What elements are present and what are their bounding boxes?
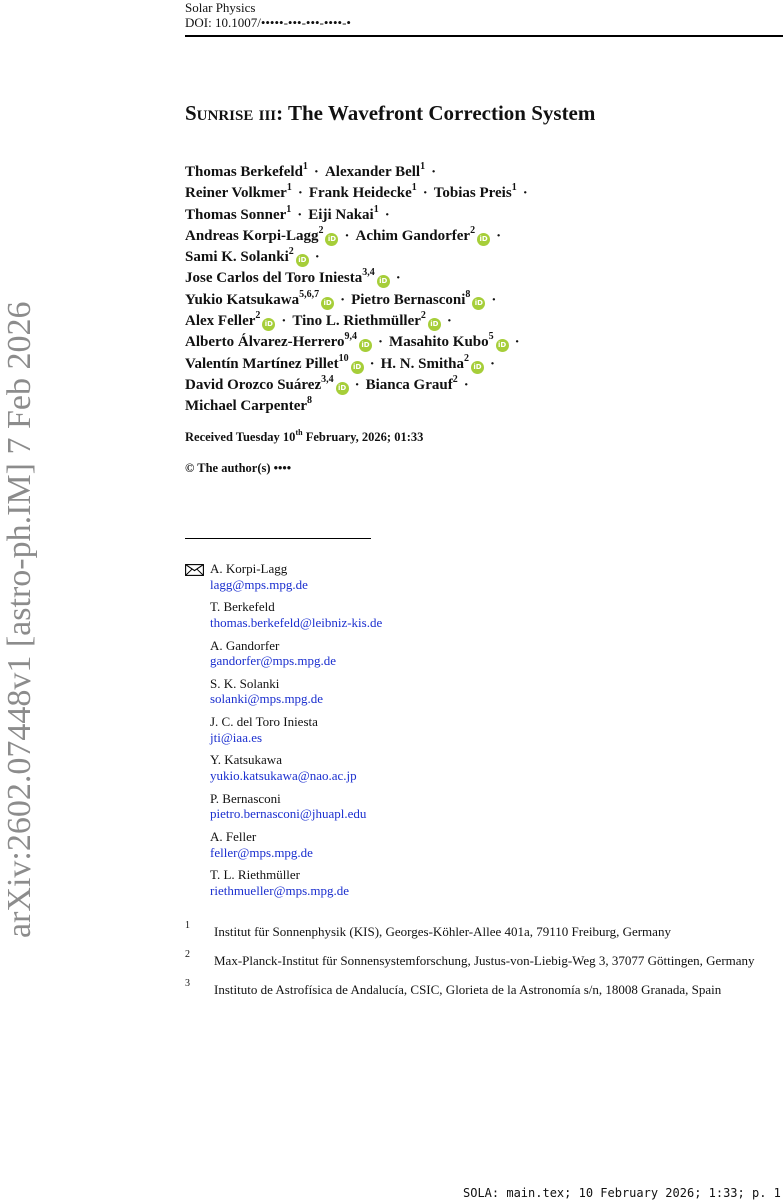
author-name[interactable]: Andreas Korpi-Lagg: [185, 227, 319, 244]
author-separator: ·: [354, 376, 360, 393]
affiliation-text: Max-Planck-Institut für Sonnensystemforschung, Justus-von-Liebig-Weg 3, 37077 Göttingen, Germany: [214, 953, 755, 968]
author-name[interactable]: Jose Carlos del Toro Iniesta: [185, 270, 363, 287]
author-separator: ·: [314, 249, 320, 266]
author-name[interactable]: Achim Gandorfer: [355, 227, 471, 244]
contact-email-link[interactable]: lagg@mps.mpg.de: [210, 576, 308, 592]
author-separator: ·: [297, 206, 303, 223]
author-list: [185, 162, 534, 418]
orcid-icon[interactable]: iD: [296, 254, 309, 267]
author-name[interactable]: Pietro Bernasconi: [351, 291, 466, 308]
author-line: [185, 247, 534, 268]
author-line: [185, 205, 534, 226]
contact-email-link[interactable]: solanki@mps.mpg.de: [210, 691, 324, 707]
author-name[interactable]: Thomas Sonner: [185, 206, 287, 223]
author-separator: ·: [446, 313, 452, 330]
affiliation-number: 2: [185, 949, 190, 960]
author-affiliation-number: 3,4: [321, 373, 334, 385]
affiliation-number: 1: [185, 920, 190, 931]
author-affiliation-number: 1: [420, 161, 426, 172]
orcid-icon[interactable]: iD: [359, 339, 372, 352]
title-rest: : The Wavefront Correction System: [276, 101, 596, 125]
author-name[interactable]: Alex Feller: [185, 313, 256, 330]
received-sup: th: [295, 427, 303, 437]
author-name[interactable]: Valentín Martínez Pillet: [185, 355, 339, 372]
author-line: [185, 290, 534, 311]
author-name[interactable]: Bianca Grauf: [365, 376, 453, 393]
author-line: [185, 226, 534, 247]
orcid-icon[interactable]: iD: [336, 382, 349, 395]
arxiv-stamp: arXiv:2602.07448v1 [astro-ph.IM] 7 Feb 2026: [1, 301, 38, 938]
envelope-icon: [185, 563, 204, 581]
contact-email-link[interactable]: yukio.katsukawa@nao.ac.jp: [210, 767, 357, 783]
title-mission: Sunrise iii: [185, 101, 277, 125]
author-affiliation-number: 1: [302, 161, 308, 172]
contact-entry: [210, 638, 382, 676]
author-name[interactable]: Reiner Volkmer: [185, 185, 287, 202]
author-name[interactable]: Tino L. Riethmüller: [292, 313, 421, 330]
author-name[interactable]: Frank Heidecke: [308, 185, 412, 202]
author-line: [185, 396, 534, 417]
orcid-icon[interactable]: iD: [477, 233, 490, 246]
copyright: © The author(s) ••••: [185, 461, 292, 475]
contact-name: T. L. Riethmüller: [210, 867, 301, 883]
page-footer: SOLA: main.tex; 10 February 2026; 1:33; p. 1: [463, 1186, 781, 1200]
doi: DOI: 10.1007/•••••-•••-•••-••••-•: [185, 15, 351, 30]
orcid-icon[interactable]: iD: [496, 339, 509, 352]
contact-entry: [210, 676, 382, 714]
author-affiliation-number: 9,4: [344, 331, 358, 343]
author-affiliation-number: 1: [511, 182, 517, 194]
received-prefix: Received Tuesday 10: [185, 430, 296, 444]
author-line: [185, 332, 534, 353]
author-separator: ·: [463, 376, 469, 393]
author-affiliation-number: 2: [420, 310, 426, 322]
received-suffix: February, 2026; 01:33: [302, 430, 424, 444]
contact-name: S. K. Solanki: [210, 675, 280, 691]
author-name[interactable]: Michael Carpenter: [185, 398, 308, 415]
orcid-icon[interactable]: iD: [351, 361, 364, 374]
author-name[interactable]: Eiji Nakai: [308, 206, 374, 223]
author-affiliation-number: 2: [470, 224, 476, 236]
contact-list: [210, 561, 382, 906]
affiliation-text: Institut für Sonnenphysik (KIS), Georges-Köhler-Allee 401a, 79110 Freiburg, Germany: [214, 924, 671, 939]
author-separator: ·: [496, 227, 502, 244]
orcid-icon[interactable]: iD: [377, 275, 390, 288]
orcid-icon[interactable]: iD: [472, 297, 485, 310]
author-name[interactable]: Alberto Álvarez-Herrero: [185, 334, 345, 351]
contact-name: P. Bernasconi: [210, 790, 281, 806]
contact-name: A. Gandorfer: [210, 637, 280, 653]
author-separator: ·: [522, 185, 528, 202]
author-separator: ·: [422, 185, 428, 202]
author-separator: ·: [340, 291, 346, 308]
author-affiliation-number: 2: [288, 246, 294, 258]
paper-title: [185, 101, 595, 126]
footnote-rule: [185, 538, 371, 539]
author-name[interactable]: Alexander Bell: [324, 164, 421, 180]
author-affiliation-number: 5,6,7: [299, 288, 320, 300]
author-name[interactable]: H. N. Smitha: [380, 355, 464, 372]
author-affiliation-number: 1: [286, 203, 292, 215]
author-line: [185, 162, 534, 183]
author-affiliation-number: 2: [452, 373, 458, 385]
orcid-icon[interactable]: iD: [428, 318, 441, 331]
author-affiliation-number: 3,4: [362, 267, 375, 279]
author-separator: ·: [378, 334, 384, 351]
contact-entry: [210, 867, 382, 905]
contact-entry: [210, 791, 382, 829]
author-separator: ·: [491, 291, 497, 308]
author-separator: ·: [431, 164, 437, 180]
affiliation-number: 3: [185, 978, 190, 989]
author-affiliation-number: 1: [373, 203, 379, 215]
author-separator: ·: [344, 227, 350, 244]
contact-email-link[interactable]: riethmueller@mps.mpg.de: [210, 882, 350, 898]
contact-name: J. C. del Toro Iniesta: [210, 714, 318, 730]
author-affiliation-number: 1: [286, 182, 292, 194]
contact-email-link[interactable]: thomas.berkefeld@leibniz-kis.de: [210, 614, 383, 630]
author-affiliation-number: 2: [463, 352, 469, 364]
author-separator: ·: [384, 206, 390, 223]
author-name[interactable]: Tobias Preis: [433, 185, 512, 202]
author-affiliation-number: 1: [411, 182, 417, 194]
author-affiliation-number: 8: [465, 288, 471, 300]
journal-name: Solar Physics: [185, 0, 256, 15]
contact-email-link[interactable]: feller@mps.mpg.de: [210, 844, 313, 860]
contact-name: A. Feller: [210, 829, 257, 845]
author-affiliation-number: 2: [255, 310, 261, 322]
contact-entry: [210, 599, 382, 637]
author-name[interactable]: Yukio Katsukawa: [185, 291, 300, 308]
author-affiliation-number: 8: [307, 395, 313, 407]
author-line: [185, 311, 534, 332]
affiliation-text: Instituto de Astrofísica de Andalucía, CSIC, Glorieta de la Astronomía s/n, 18008 Granada, Spain: [214, 982, 722, 997]
contact-entry: [210, 752, 382, 790]
author-separator: ·: [369, 355, 375, 372]
author-line: [185, 268, 534, 289]
author-name[interactable]: Masahito Kubo: [389, 334, 489, 351]
orcid-icon[interactable]: iD: [471, 361, 484, 374]
author-separator: ·: [514, 334, 520, 351]
contact-entry: [210, 561, 382, 599]
contact-email-link[interactable]: jti@iaa.es: [210, 729, 263, 745]
author-name[interactable]: Thomas Berkefeld: [185, 164, 303, 180]
author-affiliation-number: 10: [338, 352, 349, 364]
contact-entry: [210, 714, 382, 752]
author-affiliation-number: 2: [318, 224, 324, 236]
orcid-icon[interactable]: iD: [321, 297, 334, 310]
contact-entry: [210, 829, 382, 867]
author-affiliation-number: 5: [488, 331, 494, 343]
author-line: [185, 354, 534, 375]
author-separator: ·: [297, 185, 303, 202]
orcid-icon[interactable]: iD: [325, 233, 338, 246]
orcid-icon[interactable]: iD: [262, 318, 275, 331]
contact-name: Y. Katsukawa: [210, 752, 282, 768]
author-separator: ·: [313, 164, 319, 180]
header-rule: [185, 35, 783, 37]
received-date: [185, 427, 424, 445]
contact-email-link[interactable]: pietro.bernasconi@jhuapl.edu: [210, 806, 367, 822]
author-separator: ·: [395, 270, 401, 287]
contact-name: T. Berkefeld: [210, 599, 275, 615]
author-name[interactable]: David Orozco Suárez: [185, 376, 322, 393]
author-separator: ·: [489, 355, 495, 372]
author-separator: ·: [281, 313, 287, 330]
author-line: [185, 183, 534, 204]
contact-name: A. Korpi-Lagg: [210, 561, 288, 576]
author-name[interactable]: Sami K. Solanki: [185, 249, 289, 266]
author-line: [185, 375, 534, 396]
contact-email-link[interactable]: gandorfer@mps.mpg.de: [210, 653, 337, 669]
